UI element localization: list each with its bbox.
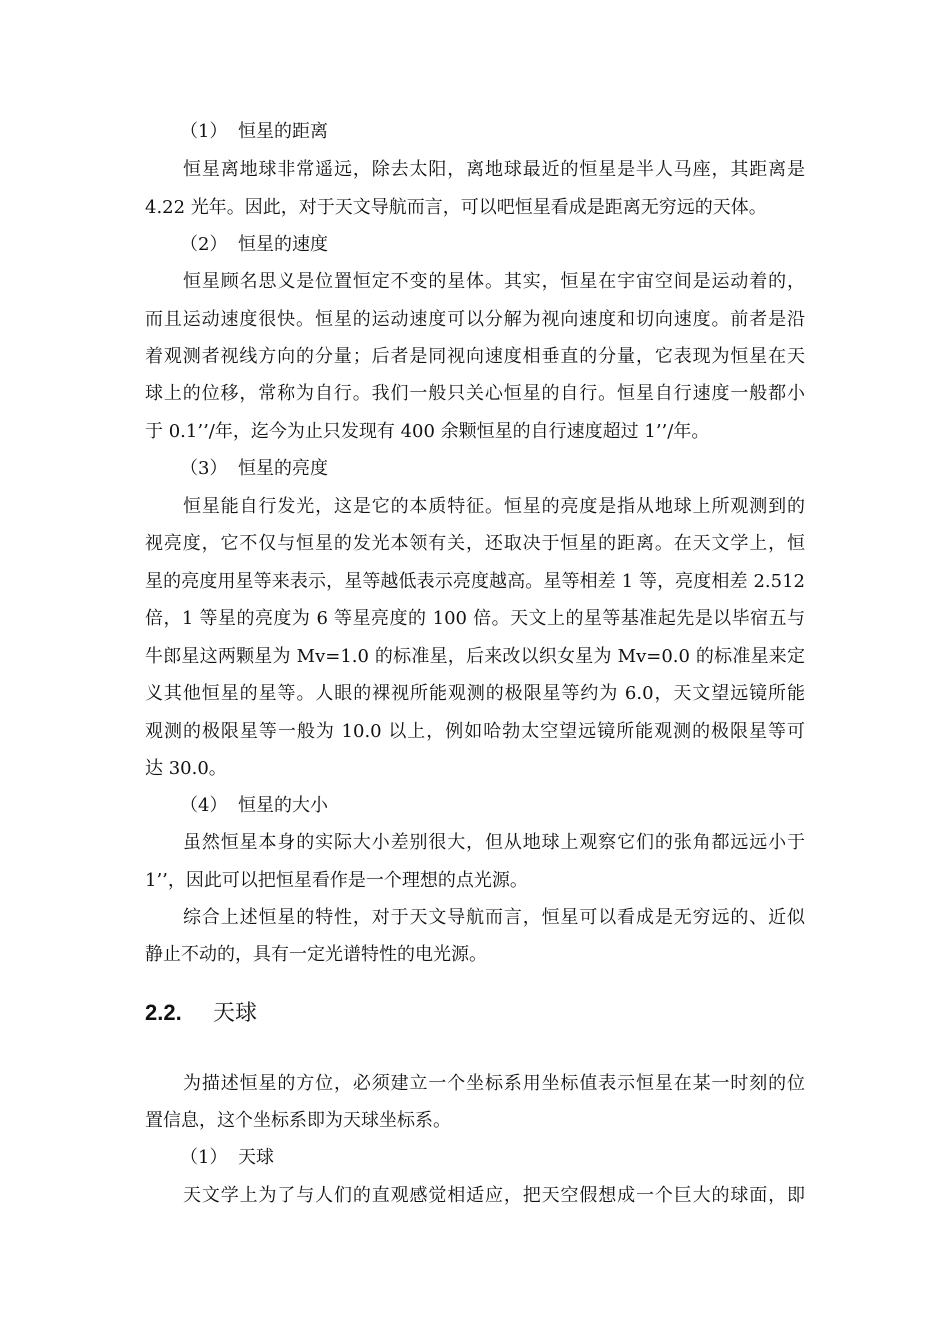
subsection-number: （1） [180,1147,228,1168]
subsection-heading-size [180,794,328,818]
paragraph-line: 视亮度，它不仅与恒星的发光本领有关，还取决于恒星的距离。在天文学上，恒 [145,533,805,554]
paragraph-line: 着观测者视线方向的分量；后者是同视向速度相垂直的分量，它表现为恒星在天 [145,346,805,367]
paragraph-line: 恒星能自行发光，这是它的本质特征。恒星的亮度是指从地球上所观测到的 [183,496,805,517]
subsection-heading-speed [180,233,328,257]
paragraph-line: 星的亮度用星等来表示，星等越低表示亮度越高。星等相差 1 等，亮度相差 2.512 [145,571,805,592]
subsection-title: 恒星的距离 [238,121,328,142]
paragraph-line: 为描述恒星的方位，必须建立一个坐标系用坐标值表示恒星在某一时刻的位 [183,1073,805,1094]
paragraph-line: 观测的极限星等一般为 10.0 以上，例如哈勃太空望远镜所能观测的极限星等可 [145,721,805,742]
paragraph-line: 静止不动的，具有一定光谱特性的电光源。 [145,944,487,965]
subsection-heading-distance [180,120,328,144]
subsection-title: 天球 [238,1147,274,1168]
paragraph-line: 4.22 光年。因此，对于天文导航而言，可以吧恒星看成是距离无穷远的天体。 [145,197,767,218]
subsection-heading-brightness [180,457,328,481]
paragraph-line: 恒星顾名思义是位置恒定不变的星体。其实，恒星在宇宙空间是运动着的， [183,271,805,292]
subsection-number: （2） [180,234,228,255]
section-heading [145,998,257,1029]
paragraph-line: 达 30.0。 [145,758,227,779]
subsection-title: 恒星的速度 [238,234,328,255]
paragraph-line: 球上的位移，常称为自行。我们一般只关心恒星的自行。恒星自行速度一般都小 [145,383,805,404]
paragraph-line: 而且运动速度很快。恒星的运动速度可以分解为视向速度和切向速度。前者是沿 [145,309,805,330]
paragraph-line: 置信息，这个坐标系即为天球坐标系。 [145,1110,451,1131]
paragraph-line: 牛郎星这两颗星为 Mv=1.0 的标准星，后来改以织女星为 Mv=0.0 的标准星来定 [145,646,805,667]
paragraph-line: 义其他恒星的星等。人眼的裸视所能观测的极限星等约为 6.0，天文望远镜所能 [145,683,805,704]
section-title: 天球 [213,1001,258,1026]
paragraph-line: 倍，1 等星的亮度为 6 等星亮度的 100 倍。天文上的星等基准起先是以毕宿五与 [145,608,805,629]
paragraph-line: 综合上述恒星的特性，对于天文导航而言，恒星可以看成是无穷远的、近似 [183,907,805,928]
paragraph-line: 天文学上为了与人们的直观感觉相适应，把天空假想成一个巨大的球面，即 [183,1185,805,1206]
paragraph-line: 虽然恒星本身的实际大小差别很大，但从地球上观察它们的张角都远远小于 [183,832,805,853]
subsection-number: （3） [180,458,228,479]
subsection-number: （4） [180,795,228,816]
section-number: 2.2. [145,1000,182,1025]
subsection-heading-celestial-sphere [180,1146,274,1170]
subsection-title: 恒星的大小 [238,795,328,816]
paragraph-line: 于 0.1’’/年，迄今为止只发现有 400 余颗恒星的自行速度超过 1’’/年。 [145,421,710,442]
subsection-number: （1） [180,121,228,142]
paragraph-line: 恒星离地球非常遥远，除去太阳，离地球最近的恒星是半人马座，其距离是 [183,159,805,180]
paragraph-line: 1’’，因此可以把恒星看作是一个理想的点光源。 [145,870,528,891]
subsection-title: 恒星的亮度 [238,458,328,479]
